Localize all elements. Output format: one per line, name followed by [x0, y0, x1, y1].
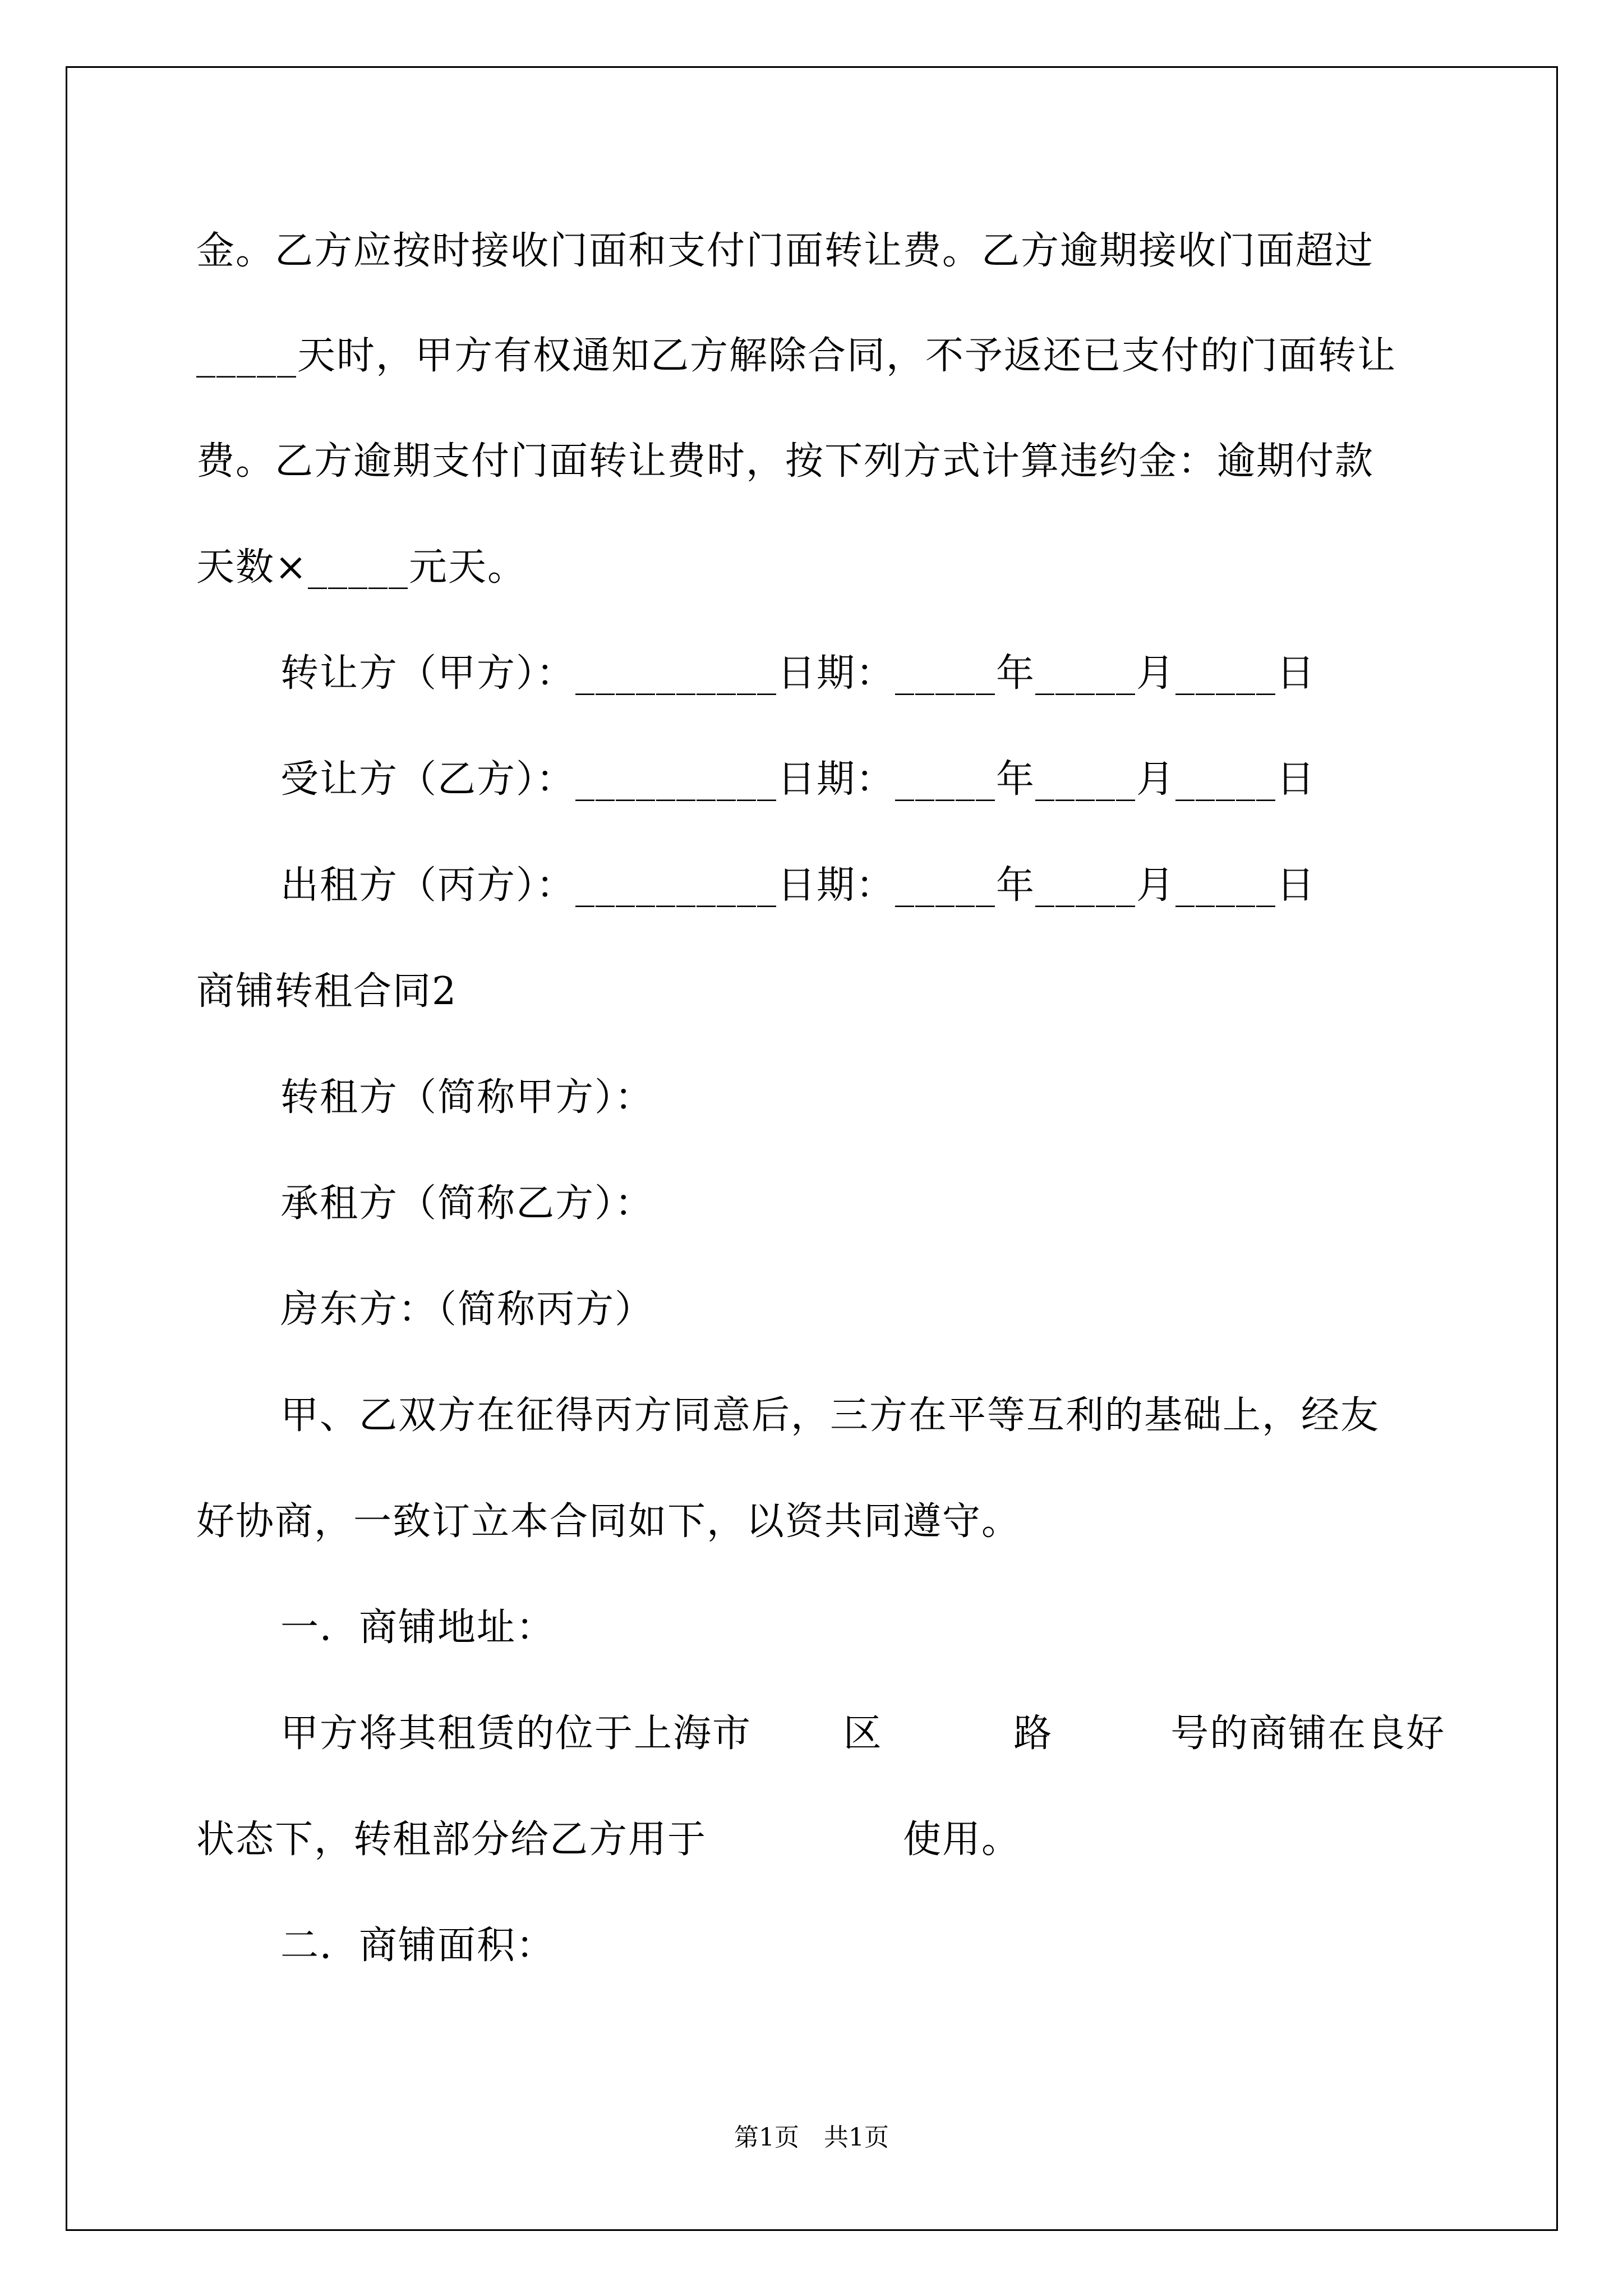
- text-line: 好协商，一致订立本合同如下，以资共同遵守。: [196, 1499, 1021, 1544]
- page-footer: 第1页 共1页: [734, 2123, 889, 2152]
- text-line: 甲方将其租赁的位于上海市 区 路 号的商铺在良好: [280, 1711, 1446, 1756]
- text-line: 甲、乙双方在征得丙方同意后，三方在平等互利的基础上，经友: [280, 1393, 1380, 1438]
- signature-line-transferor: 转让方（甲方）：__________日期：_____年_____月_____日: [280, 651, 1316, 696]
- party-line-lessee: 承租方（简称乙方）：: [280, 1181, 654, 1226]
- page-border: [66, 66, 1558, 2231]
- text-line: 天数×_____元天。: [196, 545, 527, 590]
- clause-heading: 二．商铺面积：: [280, 1924, 556, 1968]
- section-heading: 商铺转租合同2: [196, 969, 458, 1014]
- party-line-landlord: 房东方：（简称丙方）: [280, 1287, 654, 1332]
- signature-line-lessor: 出租方（丙方）：__________日期：_____年_____月_____日: [280, 863, 1316, 908]
- text-line: 费。乙方逾期支付门面转让费时，按下列方式计算违约金：逾期付款: [196, 439, 1375, 484]
- text-line: 状态下，转租部分给乙方用于 使用。: [196, 1818, 1021, 1862]
- party-line-sublessor: 转租方（简称甲方）：: [280, 1075, 654, 1120]
- clause-heading: 一．商铺地址：: [280, 1605, 556, 1650]
- text-line: _____天时，甲方有权通知乙方解除合同，不予返还已支付的门面转让: [196, 334, 1397, 378]
- text-line: 金。乙方应按时接收门面和支付门面转让费。乙方逾期接收门面超过: [196, 229, 1375, 273]
- signature-line-transferee: 受让方（乙方）：__________日期：_____年_____月_____日: [280, 757, 1316, 802]
